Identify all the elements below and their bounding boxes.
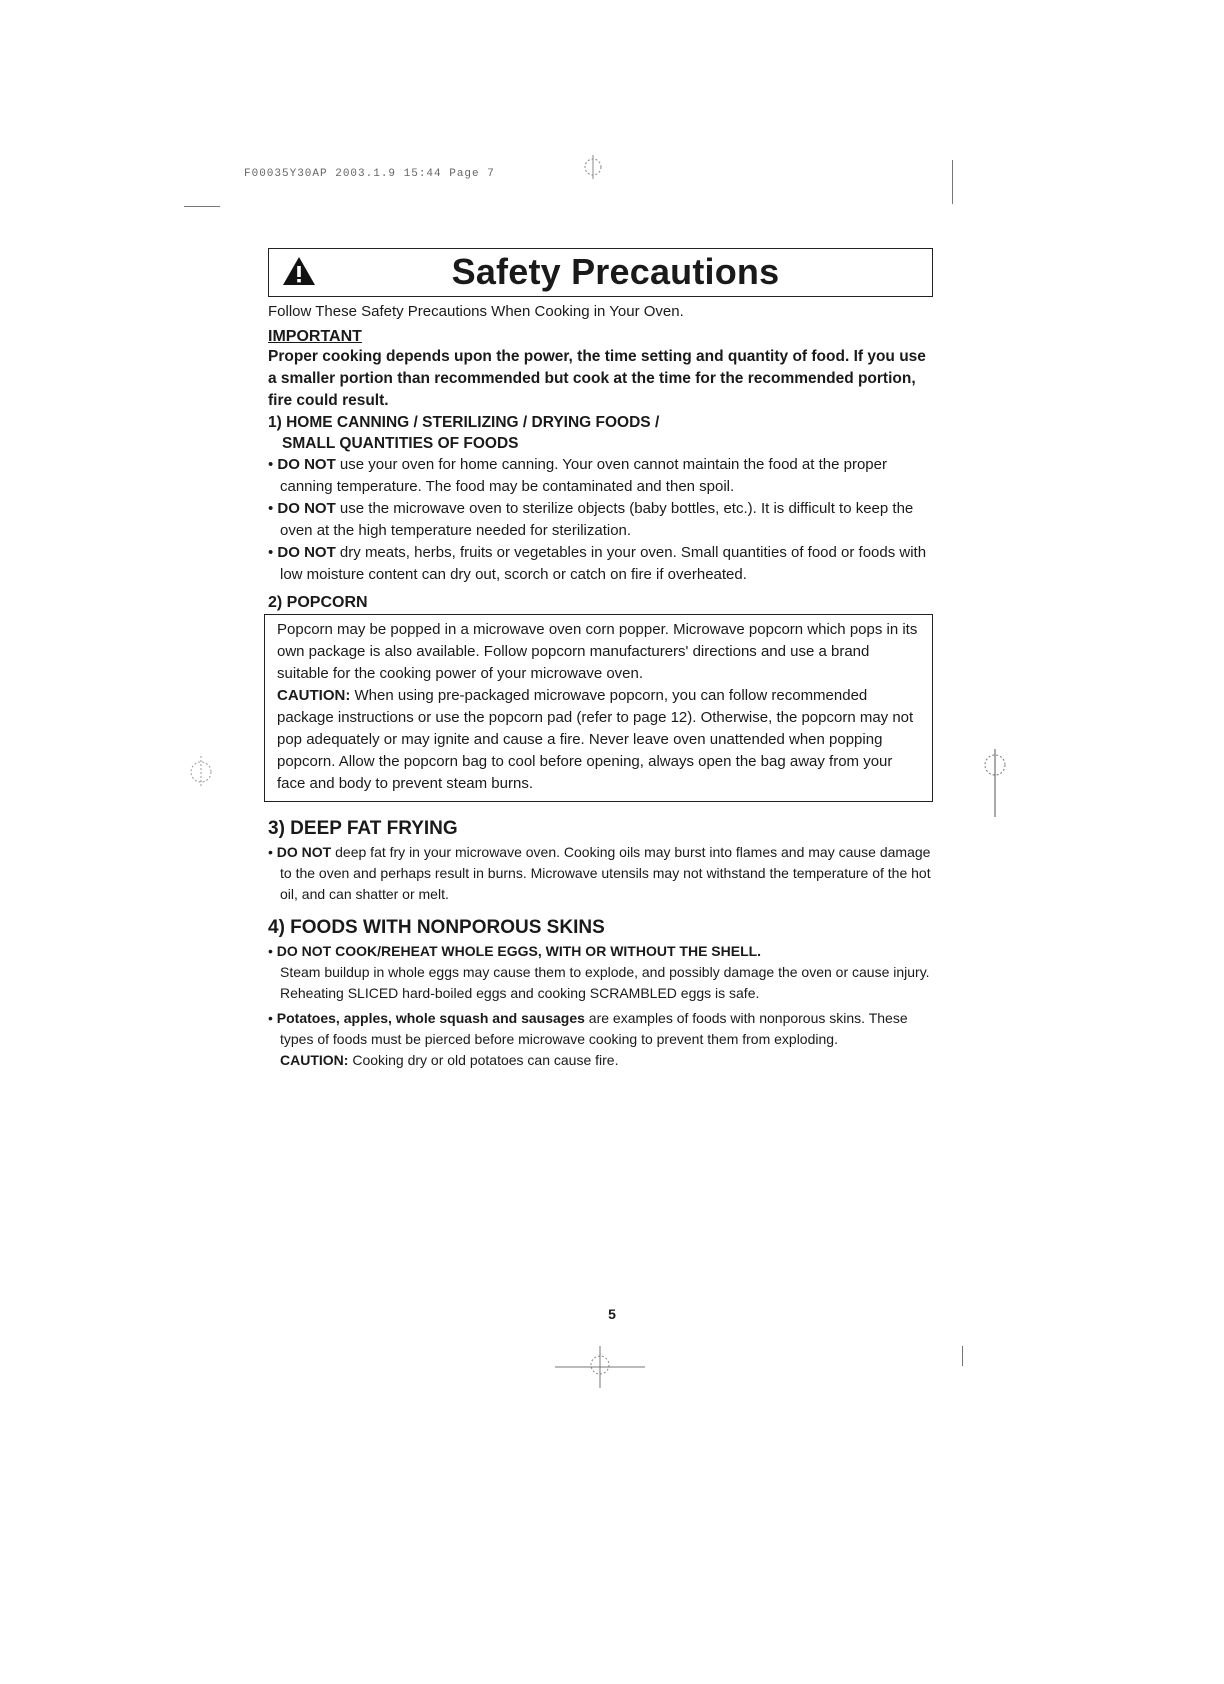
bullet-lead: Potatoes, apples, whole squash and sausages	[276, 1010, 585, 1026]
section-1-bullet: • DO NOT dry meats, herbs, fruits or vegetables in your oven. Small quantities of food or foods with low moisture content can dry out, scorch or catch on fire if overheated.	[268, 544, 927, 583]
bullet-lead: DO NOT COOK/REHEAT WHOLE EGGS, WITH OR WITHOUT THE SHELL.	[276, 943, 762, 959]
section-1-bullet: • DO NOT use the microwave oven to sterilize objects (baby bottles, etc.). It is difficult to keep the oven at the high temperature needed for sterilization.	[268, 500, 914, 539]
section-1-heading-line2: SMALL QUANTITIES OF FOODS	[282, 435, 519, 452]
registration-mark-left-icon	[184, 752, 218, 792]
popcorn-box	[264, 614, 933, 802]
section-3-bullet: • DO NOT deep fat fry in your microwave oven. Cooking oils may burst into flames and may cause damage to the oven and perhaps result in burns. Microwave utensils may not withstand the temperature of the hot oil, and can shatter or melt.	[268, 844, 931, 902]
page-title: Safety Precautions	[451, 251, 780, 292]
important-text: Proper cooking depends upon the power, the time setting and quantity of food. If you use a smaller portion than recommended but cook at the time for the recommended portion, fire could result.	[268, 348, 926, 409]
bullet-text: Steam buildup in whole eggs may cause them to explode, and possibly damage the oven or cause injury. Reheating SLICED hard-boiled eggs and cooking SCRAMBLED eggs is safe.	[280, 964, 930, 1001]
registration-mark-bottom-icon	[555, 1340, 645, 1390]
section-3-heading: 3) DEEP FAT FRYING	[268, 818, 458, 839]
section-4-heading: 4) FOODS WITH NONPOROUS SKINS	[268, 917, 605, 938]
page-content	[268, 248, 933, 1071]
crop-line-top-left	[184, 206, 220, 207]
important-heading: IMPORTANT	[268, 328, 362, 345]
print-header: F00035Y30AP 2003.1.9 15:44 Page 7	[244, 168, 495, 180]
bullet-lead: DO NOT	[277, 544, 336, 561]
caution-label: CAUTION:	[277, 687, 351, 704]
section-4-caution	[268, 1050, 933, 1071]
bullet-text: use your oven for home canning. Your oven cannot maintain the food at the proper canning temperature. The food may be contaminated and then spoil.	[280, 456, 887, 495]
bullet-lead: DO NOT	[276, 844, 332, 860]
section-2-heading: 2) POPCORN	[268, 594, 368, 611]
caution-label: CAUTION:	[280, 1052, 349, 1068]
bullet-text: deep fat fry in your microwave oven. Cooking oils may burst into flames and may cause damage to the oven and perhaps result in burns. Microwave utensils may not withstand the temperature of the hot oil, and can shatter or melt.	[280, 844, 931, 902]
popcorn-text: Popcorn may be popped in a microwave oven corn popper. Microwave popcorn which pops in its own package is also available. Follow popcorn manufacturers' directions and use a brand suitable for the cooking power of your microwave oven.	[277, 621, 918, 682]
page-number: 5	[608, 1306, 616, 1322]
bullet-text: dry meats, herbs, fruits or vegetables in your oven. Small quantities of food or foods with low moisture content can dry out, scorch or catch on fire if overheated.	[280, 544, 927, 583]
section-4-bullet: • Potatoes, apples, whole squash and sausages are examples of foods with nonporous skins. These types of foods must be pierced before microwave cooking to prevent them from exploding.	[268, 1010, 908, 1047]
registration-mark-right-icon	[978, 745, 1012, 819]
registration-mark-top-icon	[578, 152, 608, 182]
section-4-bullet: • DO NOT COOK/REHEAT WHOLE EGGS, WITH OR WITHOUT THE SHELL. Steam buildup in whole eggs may cause them to explode, and possibly damage the oven or cause injury. Reheating SLICED hard-boiled eggs and cooking SCRAMBLED eggs is safe.	[268, 943, 930, 1001]
bullet-lead: DO NOT	[277, 456, 336, 473]
section-1-bullet: • DO NOT use your oven for home canning. Your oven cannot maintain the food at the proper canning temperature. The food may be contaminated and then spoil.	[268, 456, 887, 495]
bullet-text: use the microwave oven to sterilize objects (baby bottles, etc.). It is difficult to keep the oven at the high temperature needed for sterilization.	[280, 500, 914, 539]
caution-text: Cooking dry or old potatoes can cause fire.	[348, 1052, 619, 1068]
section-1-heading	[268, 412, 933, 454]
popcorn-caution	[277, 685, 920, 795]
title-box	[268, 248, 933, 297]
section-1-heading-line1: 1) HOME CANNING / STERILIZING / DRYING FOODS /	[268, 414, 660, 431]
intro-text: Follow These Safety Precautions When Cooking in Your Oven.	[268, 303, 684, 320]
crop-line-bottom-right	[962, 1346, 963, 1366]
caution-text: When using pre-packaged microwave popcorn, you can follow recommended package instructions or use the popcorn pad (refer to page 12). Otherwise, the popcorn may not pop adequately or may ignite and cause a fire. Never leave oven unattended when popping popcorn. Allow the popcorn bag to cool before opening, always open the bag away from your face and body to prevent steam burns.	[277, 687, 914, 792]
crop-line-top-right	[952, 160, 953, 204]
bullet-text: are examples of foods with nonporous skins. These types of foods must be pierced before microwave cooking to prevent them from exploding.	[280, 1010, 908, 1047]
bullet-lead: DO NOT	[277, 500, 336, 517]
